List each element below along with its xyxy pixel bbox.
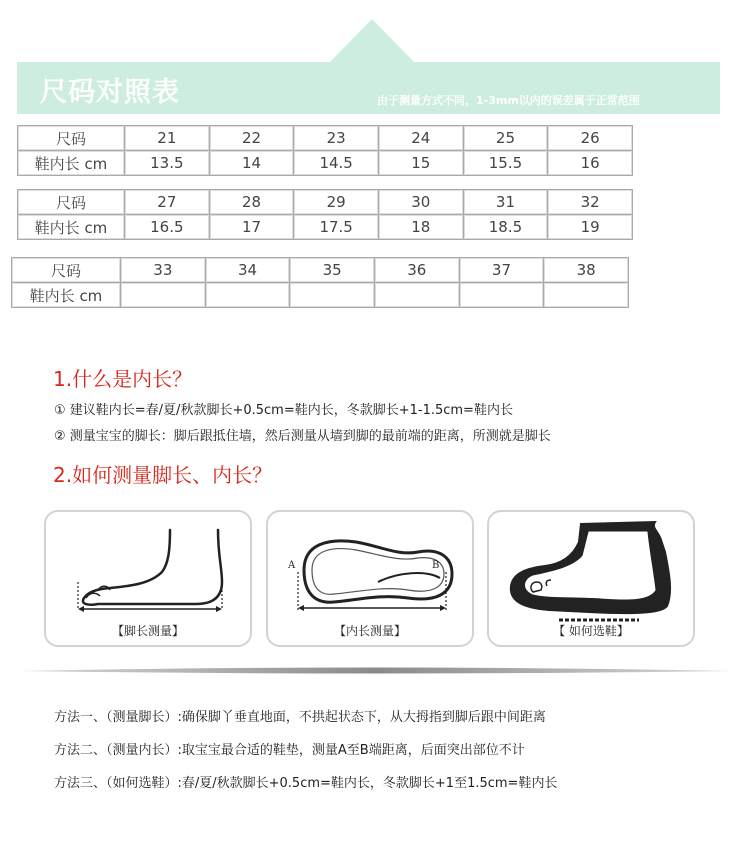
size-cell: 26 <box>548 126 633 151</box>
table-row <box>12 258 629 283</box>
size-cell: 28 <box>209 190 294 215</box>
size-cell: 30 <box>378 190 463 215</box>
length-cell <box>544 283 629 308</box>
insole-length-card <box>266 510 474 647</box>
length-cell <box>374 283 459 308</box>
card-caption: 【内长测量】 <box>333 624 406 638</box>
foot-length-card <box>44 510 252 647</box>
table-row <box>18 151 633 176</box>
row-label-length: 鞋内长 cm <box>18 215 125 240</box>
table-row <box>18 190 633 215</box>
size-cell: 37 <box>459 258 544 283</box>
row-label-length: 鞋内长 cm <box>18 151 125 176</box>
section-title-inner-length: 1.什么是内长？ <box>53 367 193 391</box>
card-caption: 【 如何选鞋】 <box>553 624 629 638</box>
length-cell: 18.5 <box>463 215 548 240</box>
length-cell: 16.5 <box>125 215 210 240</box>
length-cell: 18 <box>378 215 463 240</box>
length-cell: 14 <box>209 151 294 176</box>
length-cell: 17 <box>209 215 294 240</box>
size-cell: 33 <box>121 258 206 283</box>
length-cell: 17.5 <box>294 215 379 240</box>
length-cell: 14.5 <box>294 151 379 176</box>
size-table-3 <box>11 257 629 308</box>
table-row <box>12 283 629 308</box>
size-cell: 23 <box>294 126 379 151</box>
section-divider <box>18 664 734 678</box>
size-cell: 27 <box>125 190 210 215</box>
row-label-size: 尺码 <box>18 190 125 215</box>
choose-shoe-card <box>487 510 695 647</box>
size-cell: 32 <box>548 190 633 215</box>
section-title-how-to-measure: 2.如何测量脚长、内长？ <box>53 463 273 487</box>
length-cell <box>121 283 206 308</box>
measurement-note: 由于测量方式不同，1-3mm以内的误差属于正常范围 <box>377 94 640 107</box>
length-cell <box>459 283 544 308</box>
length-cell: 16 <box>548 151 633 176</box>
size-cell: 21 <box>125 126 210 151</box>
table-row <box>18 215 633 240</box>
size-table-2 <box>17 189 633 240</box>
length-cell <box>205 283 290 308</box>
length-cell <box>290 283 375 308</box>
size-cell: 29 <box>294 190 379 215</box>
method-1: 方法一、（测量脚长）:确保脚丫垂直地面，不拱起状态下，从大拇指到脚后跟中间距离 <box>54 710 546 725</box>
point-a-label: A <box>288 560 296 571</box>
size-cell: 34 <box>205 258 290 283</box>
size-cell: 25 <box>463 126 548 151</box>
length-cell: 13.5 <box>125 151 210 176</box>
size-table-1 <box>17 125 633 176</box>
size-cell: 31 <box>463 190 548 215</box>
length-cell: 19 <box>548 215 633 240</box>
size-cell: 35 <box>290 258 375 283</box>
length-cell: 15.5 <box>463 151 548 176</box>
header <box>0 0 750 120</box>
page-title: 尺码对照表 <box>40 77 180 108</box>
card-caption: 【脚长测量】 <box>111 624 184 638</box>
row-label-size: 尺码 <box>18 126 125 151</box>
method-3: 方法三、（如何选鞋）:春/夏/秋款脚长+0.5cm=鞋内长，冬款脚长+1至1.5cm=鞋内长 <box>54 776 558 791</box>
length-cell: 15 <box>378 151 463 176</box>
size-cell: 36 <box>374 258 459 283</box>
tip-line-2: ② 测量宝宝的脚长：脚后跟抵住墙，然后测量从墙到脚的最前端的距离，所测就是脚长 <box>54 429 551 444</box>
size-cell: 22 <box>209 126 294 151</box>
table-row <box>18 126 633 151</box>
row-label-length: 鞋内长 cm <box>12 283 121 308</box>
header-tab-shape <box>0 0 750 70</box>
size-cell: 24 <box>378 126 463 151</box>
point-b-label: B <box>432 560 440 571</box>
row-label-size: 尺码 <box>12 258 121 283</box>
tip-line-1: ① 建议鞋内长=春/夏/秋款脚长+0.5cm=鞋内长，冬款脚长+1-1.5cm=鞋内长 <box>54 403 513 418</box>
method-2: 方法二、（测量内长）:取宝宝最合适的鞋垫，测量A至B端距离，后面突出部位不计 <box>54 743 525 758</box>
size-cell: 38 <box>544 258 629 283</box>
